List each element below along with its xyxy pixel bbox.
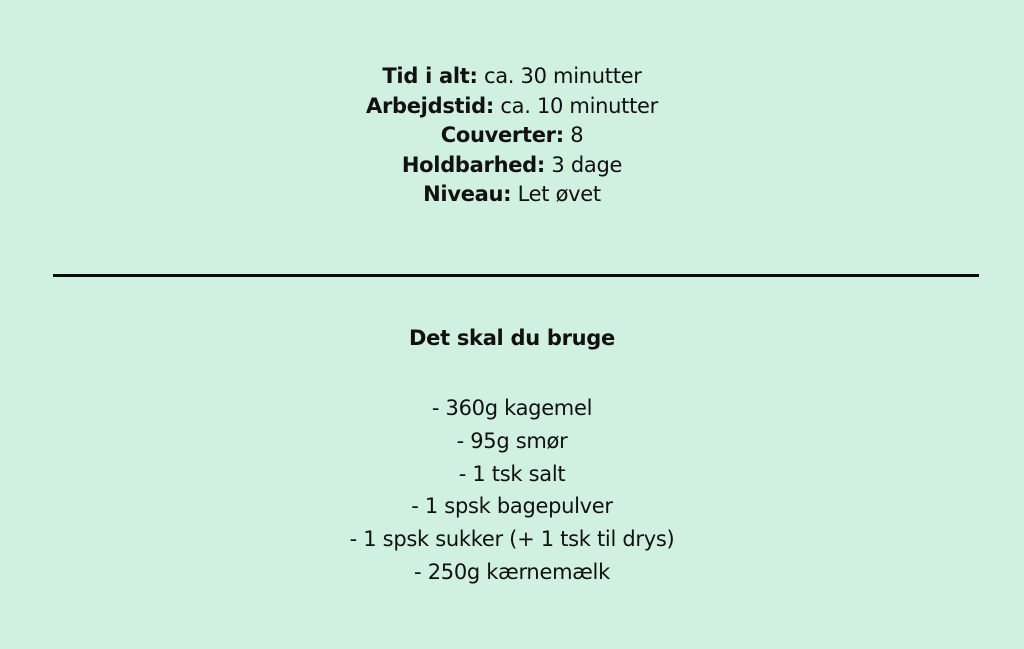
meta-value: ca. 30 minutter bbox=[483, 64, 642, 88]
section-divider bbox=[53, 274, 979, 277]
ingredient-item: - 1 spsk bagepulver bbox=[411, 494, 613, 519]
ingredient-item: - 250g kærnemælk bbox=[414, 559, 610, 584]
ingredient-item: - 1 spsk sukker (+ 1 tsk til drys) bbox=[349, 527, 675, 552]
meta-label: Niveau: bbox=[423, 182, 512, 206]
meta-value: 3 dage bbox=[551, 152, 623, 177]
meta-value: 8 bbox=[570, 123, 584, 147]
meta-total-time bbox=[0, 62, 1024, 92]
meta-label: Tid i alt: bbox=[382, 64, 478, 88]
meta-label: Arbejdstid: bbox=[366, 93, 494, 118]
ingredients-title: Det skal du bruge bbox=[409, 326, 615, 350]
meta-value: Let øvet bbox=[517, 182, 601, 206]
ingredient-item: - 360g kagemel bbox=[431, 396, 593, 420]
recipe-meta bbox=[0, 62, 1024, 210]
meta-servings bbox=[0, 121, 1024, 151]
meta-value: ca. 10 minutter bbox=[500, 93, 658, 118]
meta-label: Couverter: bbox=[440, 123, 564, 147]
meta-level bbox=[0, 180, 1024, 210]
ingredients-list bbox=[0, 392, 1024, 589]
ingredient-item: - 95g smør bbox=[456, 428, 568, 453]
meta-work-time bbox=[0, 92, 1024, 122]
meta-shelf-life bbox=[0, 151, 1024, 181]
meta-label: Holdbarhed: bbox=[401, 152, 546, 177]
ingredient-item: - 1 tsk salt bbox=[458, 461, 566, 486]
